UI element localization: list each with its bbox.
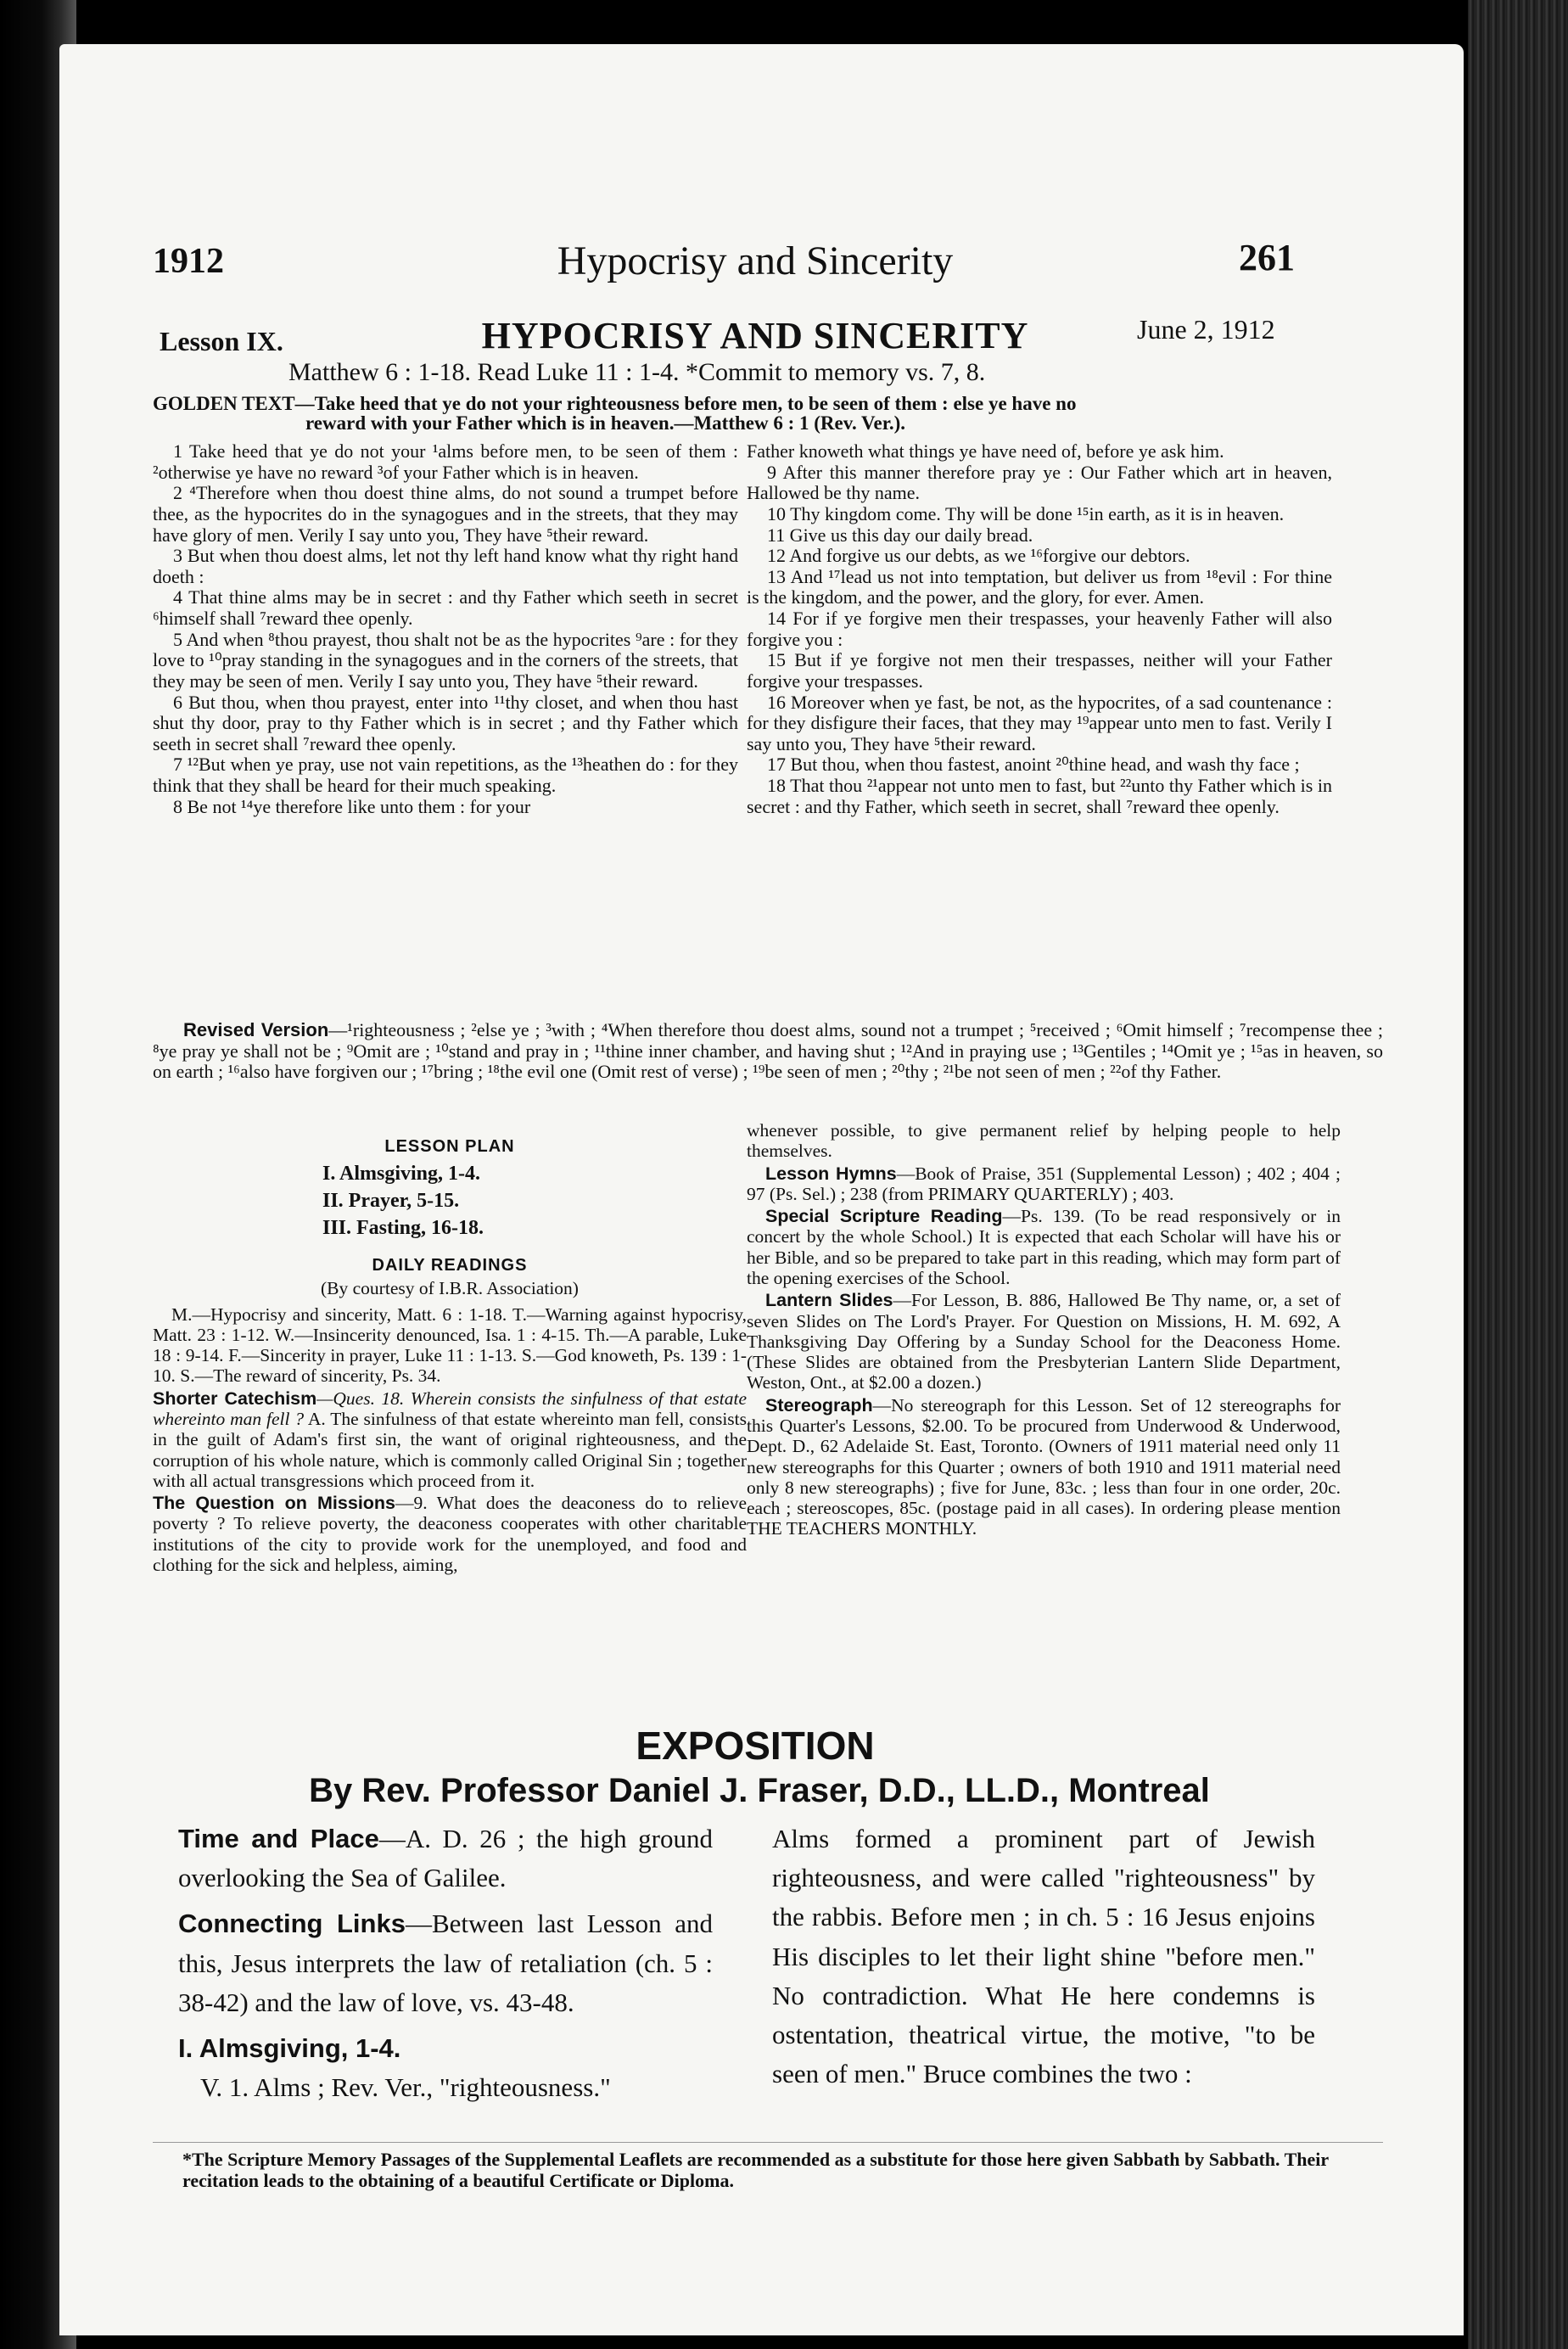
verse: 13 And ¹⁷lead us not into temptation, but deliver us from ¹⁸evil : For thine is the kingdom, and the power, and the glory, for ever. Amen. xyxy=(747,565,1332,608)
scripture-references: Matthew 6 : 1-18. Read Luke 11 : 1-4. *Commit to memory vs. 7, 8. xyxy=(288,358,986,386)
book-page-edges-right xyxy=(1468,0,1568,2349)
verse: 10 Thy kingdom come. Thy will be done ¹⁵in earth, as it is in heaven. xyxy=(767,502,1285,524)
lesson-number: Lesson IX. xyxy=(160,326,283,356)
daily-readings-courtesy: (By courtesy of I.B.R. Association) xyxy=(321,1278,579,1299)
time-and-place-label: Time and Place xyxy=(178,1824,379,1853)
catechism-answer: A. The sinfulness of that estate whereinto man fell, consists in the guilt of Adam's first sin, the want of original righteousness, and the corruption of his whole nature, which is commonly called Original Sin ; together with all actual transgressions which proceed from it. xyxy=(153,1409,747,1491)
left-column-lower xyxy=(153,1132,747,1577)
question-on-missions-label: The Question on Missions xyxy=(153,1493,396,1514)
footnote-divider xyxy=(153,2142,1383,2143)
connecting-links-label: Connecting Links xyxy=(178,1909,406,1939)
scripture-column-left xyxy=(153,441,738,817)
golden-text-line-2: reward with your Father which is in heaven.—Matthew 6 : 1 (Rev. Ver.). xyxy=(305,412,906,434)
question-on-missions-text: —9. What does the deaconess do to relieve poverty ? To relieve poverty, the deaconess cooperates with other charitable institutions of the city to provide work for the unemployed, and food and clothing for the sick and helpless, aiming, xyxy=(153,1493,747,1576)
verse: 11 Give us this day our daily bread. xyxy=(767,524,1033,546)
stereograph-text: —No stereograph for this Lesson. Set of 12 stereographs for this Quarter's Lessons, $2.00. To be procured from Underwood & Underwood, Dept. D., 62 Adelaide St. East, Toronto. (Owners of 1911 material need only 11 new stereographs for this Quarter ; owners of both 1910 and 1911 material need only 8 new stereographs) ; five for June, 83c. ; less than four in one order, 20c. each ; stereoscopes, 85c. (postage paid in all cases). In ordering please mention THE TEACHERS MONTHLY. xyxy=(747,1394,1341,1539)
catechism-question: —Ques. 18. Wherein consists the sinfulness of that estate whereinto man fell ? xyxy=(153,1388,747,1430)
lesson-plan-item: I. Almsgiving, 1-4. xyxy=(322,1162,481,1185)
section-heading: I. Almsgiving, 1-4. xyxy=(178,2032,401,2063)
verse: 4 That thine alms may be in secret : and thy Father which seeth in secret ⁶himself shall ⁷reward thee openly. xyxy=(153,586,738,629)
lesson-hymns-label: Lesson Hymns xyxy=(765,1163,897,1184)
lesson-plan-item: III. Fasting, 16-18. xyxy=(322,1217,484,1240)
lantern-slides-text: —For Lesson, B. 886, Hallowed Be Thy name, or, a set of seven Slides on The Lord's Prayer. For Question on Missions, H. M. 692, A Thanksgiving Day Offering by a Sunday School for the Deaconess Home. (These Slides are obtained from the Presbyterian Lantern Slide Department, Weston, Ont., at $2.00 a dozen.) xyxy=(747,1290,1341,1393)
golden-text xyxy=(153,394,1383,433)
revised-version-label: Revised Version xyxy=(183,1019,329,1040)
verse: 8 Be not ¹⁴ye therefore like unto them : for your xyxy=(173,795,531,817)
connecting-links xyxy=(178,1904,713,2022)
shorter-catechism xyxy=(153,1388,747,1491)
stereograph xyxy=(747,1395,1341,1539)
exposition-byline: By Rev. Professor Daniel J. Fraser, D.D., LL.D., Montreal xyxy=(309,1772,1210,1809)
revised-version-notes xyxy=(153,1020,1383,1083)
running-title: Hypocrisy and Sincerity xyxy=(557,238,954,283)
special-scripture-reading xyxy=(747,1206,1341,1288)
daily-readings-heading: DAILY READINGS xyxy=(372,1255,528,1275)
exposition-column-left xyxy=(178,1819,713,2107)
special-reading-label: Special Scripture Reading xyxy=(765,1206,1003,1227)
verse: 16 Moreover when ye fast, be not, as the hypocrites, of a sad countenance : for they disfigure their faces, that they may ¹⁹appear unto men to fast. Verily I say unto you, They have ⁵their reward. xyxy=(747,691,1332,754)
page-number: 261 xyxy=(1239,237,1295,278)
exposition-heading: EXPOSITION xyxy=(636,1724,875,1768)
lesson-plan-heading: LESSON PLAN xyxy=(384,1137,515,1156)
lesson-plan-item: II. Prayer, 5-15. xyxy=(322,1189,460,1212)
verse: 15 But if ye forgive not men their trespasses, neither will your Father forgive your trespasses. xyxy=(747,649,1332,692)
footnote: *The Scripture Memory Passages of the Supplemental Leaflets are recommended as a substitute for those here given Sabbath by Sabbath. Their recitation leads to the obtaining of a beautiful Certificate or Diploma. xyxy=(182,2149,1329,2192)
book-page xyxy=(59,44,1464,2335)
exposition-column-right xyxy=(772,1819,1315,2094)
lesson-hymns xyxy=(747,1163,1341,1205)
header-year: 1912 xyxy=(153,242,224,281)
lesson-date: June 2, 1912 xyxy=(1137,314,1275,345)
time-and-place-text: —A. D. 26 ; the high ground overlooking the Sea of Galilee. xyxy=(178,1824,713,1893)
right-column-lower xyxy=(747,1120,1341,1541)
connecting-links-text: —Between last Lesson and this, Jesus interprets the law of retaliation (ch. 5 : 38-42) and the law of love, vs. 43-48. xyxy=(178,1909,713,2017)
verse: 6 But thou, when thou prayest, enter into ¹¹thy closet, and when thou hast shut thy door, pray to thy Father which is in secret ; and thy Father which seeth in secret shall ⁷reward thee openly. xyxy=(153,691,738,754)
scripture-column-right xyxy=(747,441,1332,817)
shorter-catechism-label: Shorter Catechism xyxy=(153,1388,317,1409)
daily-readings-text: M.—Hypocrisy and sincerity, Matt. 6 : 1-18. T.—Warning against hypocrisy, Matt. 23 : 1-12. W.—Insincerity denounced, Isa. 1 : 4-15. Th.—A parable, Luke 18 : 9-14. F.—Sincerity in prayer, Luke 11 : 1-13. S.—God knoweth, Ps. 139 : 1-10. S.—The reward of sincerity, Ps. 34. xyxy=(153,1303,747,1387)
verse: 7 ¹²But when ye pray, use not vain repetitions, as the ¹³heathen do : for they think that they shall be heard for their much speaking. xyxy=(153,754,738,796)
verse: 3 But when thou doest alms, let not thy left hand know what thy right hand doeth : xyxy=(153,545,738,587)
missions-continuation: whenever possible, to give permanent relief by helping people to help themselves. xyxy=(747,1120,1341,1162)
special-reading-text: —Ps. 139. (To be read responsively or in concert by the whole School.) It is expected that each Scholar will have his or her Bible, and so be prepared to take part in this reading, which may form part of the opening exercises of the School. xyxy=(747,1206,1341,1288)
lesson-title: HYPOCRISY AND SINCERITY xyxy=(481,315,1029,356)
verse: 2 ⁴Therefore when thou doest thine alms, do not sound a trumpet before thee, as the hypocrites do in the synagogues and in the streets, that they may have glory of men. Verily I say unto you, They have ⁵their reward. xyxy=(153,482,738,546)
verse: 12 And forgive us our debts, as we ¹⁶forgive our debtors. xyxy=(767,545,1190,567)
lesson-hymns-text: —Book of Praise, 351 (Supplemental Lesson) ; 402 ; 404 ; 97 (Ps. Sel.) ; 238 (from PRIMARY QUARTERLY) ; 403. xyxy=(747,1163,1341,1204)
lantern-slides-label: Lantern Slides xyxy=(765,1290,893,1311)
verse: 1 Take heed that ye do not your ¹alms before men, to be seen of them : ²otherwise ye have no reward ³of your Father which is in heaven. xyxy=(153,440,738,483)
time-and-place xyxy=(178,1819,713,1898)
verse: 14 For if ye forgive men their trespasses, your heavenly Father will also forgive you : xyxy=(747,608,1332,650)
verse: 5 And when ⁸thou prayest, thou shalt not be as the hypocrites ⁹are : for they love to ¹⁰pray standing in the synagogues and in the corners of the streets, that they may be seen of men. Verily I say unto you, They have ⁵their reward. xyxy=(153,628,738,692)
lantern-slides xyxy=(747,1290,1341,1393)
verse: 17 But thou, when thou fastest, anoint ²⁰thine head, and wash thy face ; xyxy=(767,754,1300,776)
revised-version-text: —¹righteousness ; ²else ye ; ³with ; ⁴When therefore thou doest alms, sound not a trumpet ; ⁵received ; ⁶Omit himself ; ⁷recompense thee ; ⁸ye pray ye shall not be ; ⁹Omit are ; ¹⁰stand and pray in ; ¹¹thine inner chamber, and having shut ; ¹²And in praying use ; ¹³Gentiles ; ¹⁴Omit ye ; ¹⁵as in heaven, so on earth ; ¹⁶also have forgiven our ; ¹⁷bring ; ¹⁸the evil one (Omit rest of verse) ; ¹⁹be seen of men ; ²⁰thy ; ²¹be not seen of men ; ²²of thy Father. xyxy=(153,1019,1383,1083)
stereograph-label: Stereograph xyxy=(765,1394,873,1416)
question-on-missions xyxy=(153,1493,747,1575)
verse: 9 After this manner therefore pray ye : Our Father which art in heaven, Hallowed be thy name. xyxy=(747,461,1332,504)
exposition-paragraph: Alms formed a prominent part of Jewish righteousness, and were called "righteousness" by the rabbis. Before men ; in ch. 5 : 16 Jesus enjoins His disciples to let their light shine "before men." No contradiction. What He here condemns is ostentation, theatrical virtue, the motive, "to be seen of men." Bruce combines the two : xyxy=(772,1824,1315,2089)
verse: Father knoweth what things ye have need of, before ye ask him. xyxy=(747,440,1224,462)
verse: 18 That thou ²¹appear not unto men to fast, but ²²unto thy Father which is in secret : and thy Father, which seeth in secret, shall ⁷reward thee openly. xyxy=(747,775,1332,817)
verse-note: V. 1. Alms ; Rev. Ver., "righteousness." xyxy=(200,2072,611,2103)
golden-text-line-1: GOLDEN TEXT—Take heed that ye do not your righteousness before men, to be seen of them : else ye have no xyxy=(153,393,1077,414)
